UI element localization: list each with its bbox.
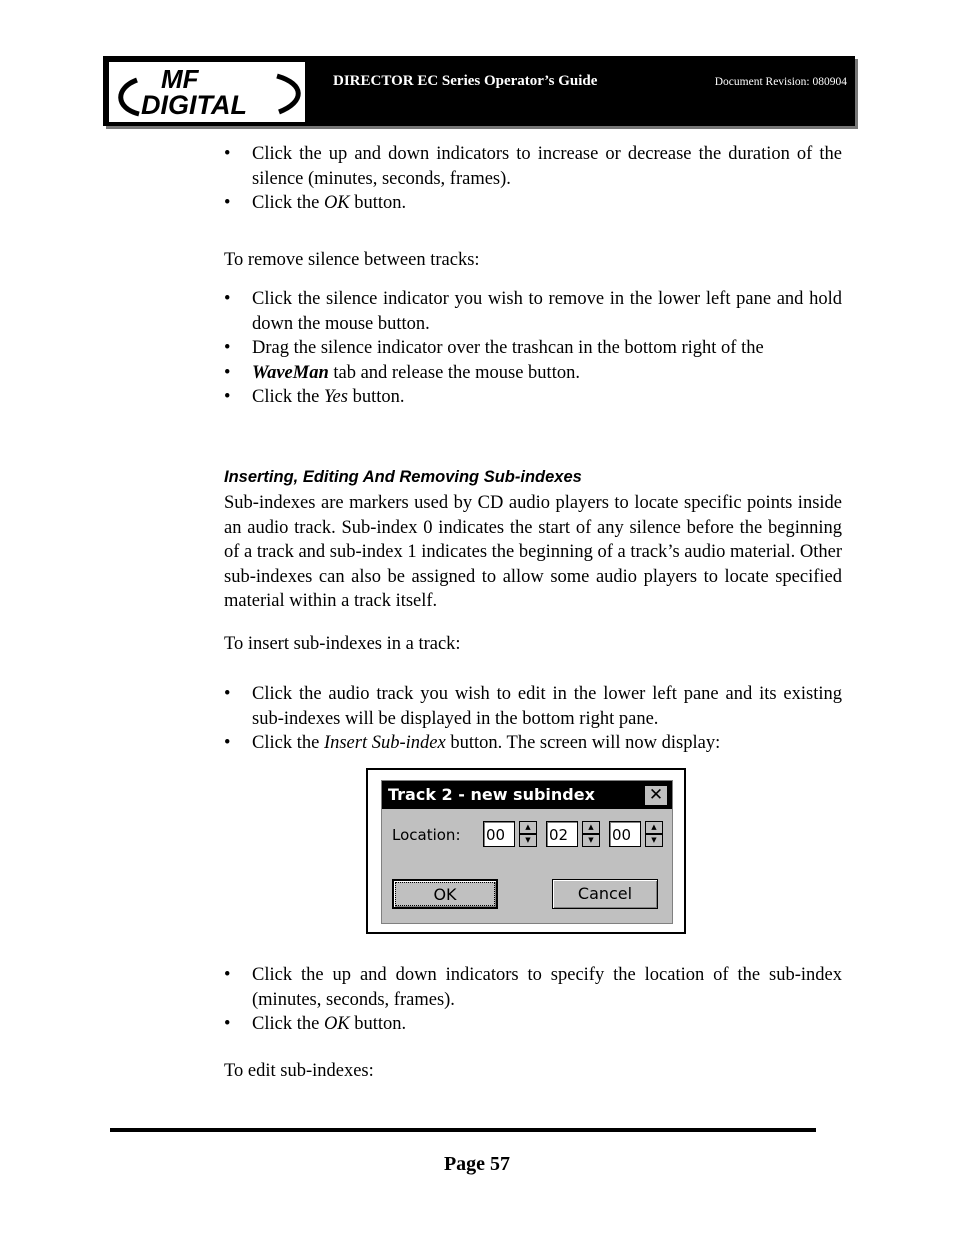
document-revision: Document Revision: 080904 [714, 76, 847, 88]
up-arrow-icon[interactable]: ▲ [519, 821, 537, 834]
section-heading: Inserting, Editing And Removing Sub-indexes [224, 468, 582, 486]
list-item: • Click the OK button. [224, 1012, 842, 1037]
new-subindex-dialog [381, 780, 673, 924]
dialog-title: Track 2 - new subindex [388, 785, 595, 804]
document-title: DIRECTOR EC Series Operator’s Guide [333, 73, 598, 89]
svg-text:MF: MF [161, 64, 199, 94]
page-number: Page 57 [443, 1153, 511, 1175]
list-item: • Click the Yes button. [224, 385, 842, 410]
down-arrow-icon[interactable]: ▼ [519, 834, 537, 847]
cancel-button[interactable]: Cancel [552, 879, 658, 909]
edit-intro: To edit sub-indexes: [224, 1061, 374, 1081]
insert-steps [224, 682, 842, 756]
duration-steps [224, 142, 842, 216]
list-item: • WaveMan tab and release the mouse button. [224, 361, 842, 386]
minutes-stepper[interactable] [519, 821, 537, 847]
dialog-title-bar [382, 781, 672, 809]
minutes-field[interactable]: 00 [483, 821, 515, 847]
list-item: • Click the up and down indicators to increase or decrease the duration of the silence (minutes, seconds, frames). [224, 142, 842, 191]
list-item: • Drag the silence indicator over the trashcan in the bottom right of the [224, 336, 842, 361]
down-arrow-icon[interactable]: ▼ [645, 834, 663, 847]
remove-silence-intro: To remove silence between tracks: [224, 250, 480, 270]
seconds-field[interactable]: 02 [546, 821, 578, 847]
down-arrow-icon[interactable]: ▼ [582, 834, 600, 847]
mf-digital-logo [109, 62, 305, 122]
svg-text:DIGITAL: DIGITAL [141, 90, 247, 120]
ok-button[interactable]: OK [392, 879, 498, 909]
up-arrow-icon[interactable]: ▲ [582, 821, 600, 834]
page-header [103, 56, 855, 126]
subindex-paragraph: Sub-indexes are markers used by CD audio players to locate specific points inside an audio track. Sub-index 0 indicates the start of any silence before the beginning of a track and sub-index 1 indicates the beginning of a track’s audio material. Other sub-indexes can also be assigned to allow some audio players to locate specified material within a track itself. [224, 493, 842, 611]
dialog-screenshot [366, 768, 686, 934]
list-item: • Click the audio track you wish to edit in the lower left pane and its existing sub-indexes will be displayed in the bottom right pane. [224, 682, 842, 731]
remove-silence-steps [224, 287, 842, 410]
up-arrow-icon[interactable]: ▲ [645, 821, 663, 834]
frames-stepper[interactable] [645, 821, 663, 847]
location-steps [224, 963, 842, 1037]
seconds-stepper[interactable] [582, 821, 600, 847]
insert-intro: To insert sub-indexes in a track: [224, 634, 461, 654]
list-item: • Click the up and down indicators to specify the location of the sub-index (minutes, seconds, frames). [224, 963, 842, 1012]
list-item: • Click the Insert Sub-index button. The screen will now display: [224, 731, 842, 756]
close-icon[interactable]: ✕ [644, 785, 668, 806]
list-item: • Click the silence indicator you wish to remove in the lower left pane and hold down the mouse button. [224, 287, 842, 336]
list-item: • Click the OK button. [224, 191, 842, 216]
footer-divider [110, 1128, 816, 1132]
location-label: Location: [392, 826, 461, 844]
frames-field[interactable]: 00 [609, 821, 641, 847]
